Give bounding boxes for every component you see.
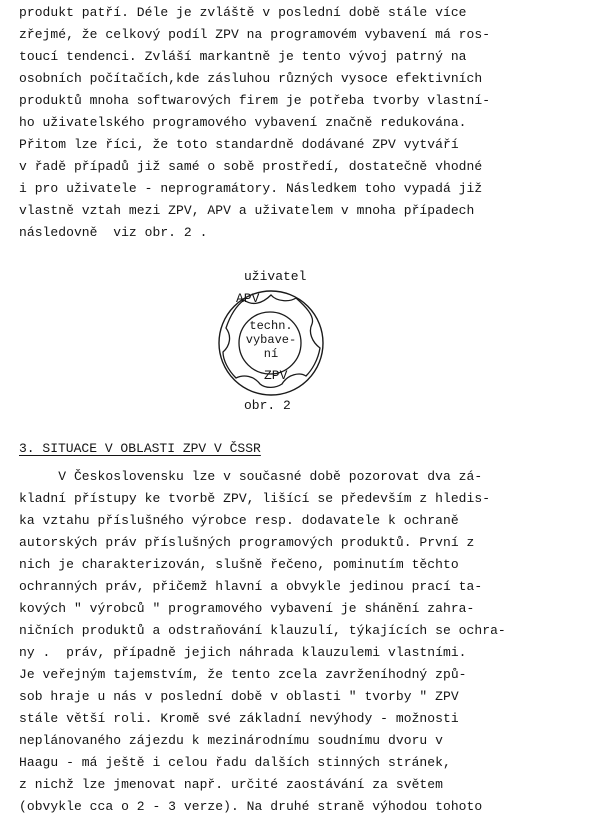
text-line: Haagu - má ještě i celou řadu dalších stinných stránek, — [19, 755, 451, 770]
text-line: Přitom lze říci, že toto standardně dodávané ZPV vytváří — [19, 137, 459, 152]
text-line: ničních produktů a odstraňování klauzulí, týkajících se ochra- — [19, 623, 506, 638]
text-line: ka vztahu příslušného výrobce resp. dodavatele k ochraně — [19, 513, 459, 528]
section-heading: 3. SITUACE V OBLASTI ZPV V ČSSR — [19, 441, 261, 456]
text-line: ny . práv, případně jejich náhrada klauzulemi vlastními. — [19, 645, 467, 660]
text-line: v řadě případů již samé o sobě prostředí, dostatečně vhodné — [19, 159, 483, 174]
text-line: toucí tendenci. Zvláší markantně je tento vývoj patrný na — [19, 49, 467, 64]
text-line: z nichž lze jmenovat např. určité zaostávání za světem — [19, 777, 443, 792]
text-line: autorských práv příslušných programových produktů. První z — [19, 535, 475, 550]
text-line: produktů mnoha softwarových firem je potřeba tvorby vlastní- — [19, 93, 491, 108]
hardware-label-line: vybave- — [245, 333, 297, 347]
text-line: kových " výrobců " programového vybavení je shánění zahra- — [19, 601, 475, 616]
hardware-label-line: techn. — [249, 319, 293, 333]
text-line: (obvykle cca o 2 - 3 verze). Na druhé straně výhodou tohoto — [19, 799, 483, 814]
text-line: nich je charakterizován, slušně řečeno, pominutím těchto — [19, 557, 459, 572]
text-line: ochranných práv, přičemž hlavní a obvykle jedinou prací ta- — [19, 579, 483, 594]
text-line: V Československu lze v současné době pozorovat dva zá- — [19, 469, 483, 484]
zpv-label: ZPV — [264, 368, 288, 383]
hardware-label-line: ní — [263, 347, 279, 361]
text-line: sob hraje u nás v poslední době v oblasti " tvorby " ZPV — [19, 689, 459, 704]
text-line: stále větší roli. Kromě své základní nevýhody - možnosti — [19, 711, 459, 726]
text-line: Je veřejným tajemstvím, že tento zcela zavrženíhodný způ- — [19, 667, 467, 682]
apv-label: APV — [236, 291, 260, 306]
text-line: zřejmé, že celkový podíl ZPV na programovém vybavení má ros- — [19, 27, 491, 42]
user-label: uživatel — [244, 269, 307, 284]
text-line: ho uživatelského programového vybavení značně redukována. — [19, 115, 467, 130]
figure-2-diagram — [200, 262, 340, 422]
text-line: neplánovaného zájezdu k mezinárodnímu soudnímu dvoru v — [19, 733, 443, 748]
text-line: osobních počítačích,kde zásluhou různých vysoce efektivních — [19, 71, 483, 86]
figure-caption: obr. 2 — [244, 398, 291, 413]
text-line: i pro uživatele - neprogramátory. Následkem toho vypadá již — [19, 181, 483, 196]
text-line: produkt patří. Déle je zvláště v poslední době stále více — [19, 5, 467, 20]
text-line: kladní přístupy ke tvorbě ZPV, lišící se především z hledis- — [19, 491, 491, 506]
text-line: vlastně vztah mezi ZPV, APV a uživatelem v mnoha případech — [19, 203, 475, 218]
text-line: následovně viz obr. 2 . — [19, 225, 208, 240]
